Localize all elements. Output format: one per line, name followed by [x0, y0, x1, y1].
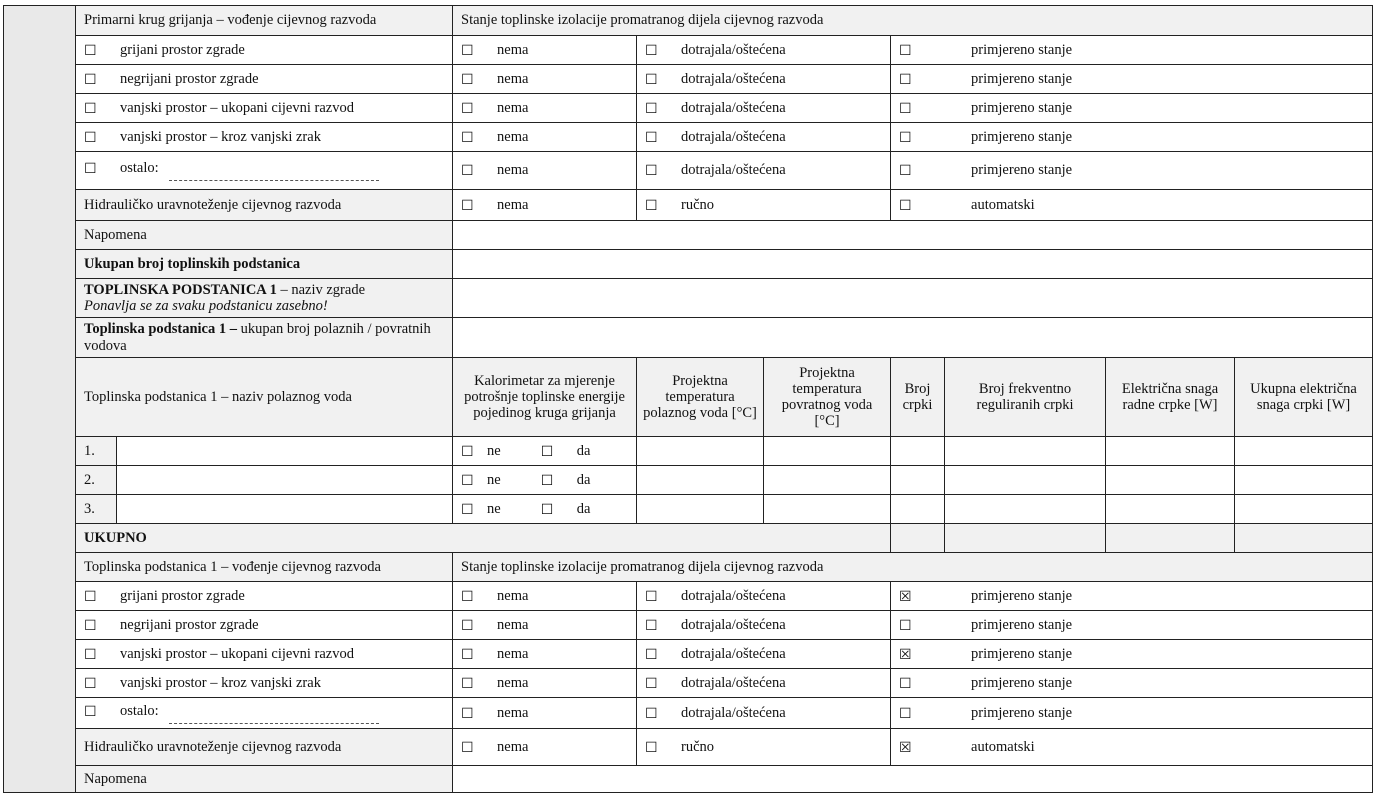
- option-label: nema: [497, 587, 529, 604]
- option-label: dotrajala/oštećena: [681, 41, 786, 58]
- location-label: vanjski prostor – ukopani cijevni razvod: [120, 99, 354, 116]
- checkbox[interactable]: ☐: [84, 42, 97, 59]
- freq-pumps-field[interactable]: [945, 466, 1106, 495]
- checkbox[interactable]: ☐: [645, 129, 658, 146]
- location-label: grijani prostor zgrade: [120, 587, 245, 604]
- checkbox[interactable]: ☐: [645, 71, 658, 88]
- section2-row: [4, 669, 1373, 698]
- checkbox[interactable]: ☐: [84, 161, 97, 177]
- checkbox[interactable]: ☐: [899, 129, 912, 146]
- freq-pumps-field[interactable]: [945, 495, 1106, 524]
- checkbox[interactable]: ☐: [899, 617, 912, 634]
- checkbox[interactable]: ☐: [645, 705, 658, 722]
- checkbox[interactable]: ☐: [84, 588, 97, 605]
- substation-title-rest: – naziv zgrade: [276, 281, 366, 298]
- option-label: primjereno stanje: [971, 704, 1073, 721]
- option-label: ručno: [681, 196, 715, 213]
- option-label: dotrajala/oštećena: [681, 587, 786, 604]
- col-header-pump-power: Električna snaga radne crpke [W]: [1106, 358, 1235, 437]
- row-number: 1.: [76, 437, 117, 466]
- option-label: nema: [497, 70, 529, 87]
- col-header-calorimeter: Kalorimetar za mjerenje potrošnje toplinske energije pojedinog kruga grijanja: [453, 358, 637, 437]
- checkbox[interactable]: ☐: [645, 588, 658, 605]
- other-input-line[interactable]: [169, 723, 379, 724]
- checkbox[interactable]: ☐: [645, 739, 658, 756]
- option-label: dotrajala/oštećena: [681, 99, 786, 116]
- option-label: primjereno stanje: [971, 70, 1073, 87]
- lines-count-title: Toplinska podstanica 1 –: [84, 321, 237, 338]
- option-label: nema: [497, 128, 529, 145]
- option-label: nema: [497, 704, 529, 721]
- checkbox[interactable]: ☐: [84, 100, 97, 117]
- supply-temp-field[interactable]: [637, 466, 764, 495]
- option-label: dotrajala/oštećena: [681, 128, 786, 145]
- line-name-field[interactable]: [117, 495, 453, 524]
- hydraulic-label: Hidrauličko uravnoteženje cijevnog razvoda: [76, 729, 453, 766]
- option-label: automatski: [971, 738, 1035, 755]
- checkbox[interactable]: ☐: [540, 443, 554, 460]
- option-label: primjereno stanje: [971, 645, 1073, 662]
- checkbox[interactable]: ☒: [899, 588, 912, 605]
- pumps-field[interactable]: [891, 466, 945, 495]
- checkbox[interactable]: ☐: [461, 675, 474, 692]
- section2-hydraulic-row: [4, 729, 1373, 766]
- pump-power-field[interactable]: [1106, 495, 1235, 524]
- total-power-field[interactable]: [1235, 495, 1373, 524]
- row-number: 3.: [76, 495, 117, 524]
- checkbox[interactable]: ☐: [645, 675, 658, 692]
- checkbox[interactable]: ☐: [84, 617, 97, 634]
- checkbox[interactable]: ☐: [84, 646, 97, 663]
- pump-power-field[interactable]: [1106, 466, 1235, 495]
- substation-title: TOPLINSKA PODSTANICA 1: [84, 281, 277, 298]
- checkbox[interactable]: ☐: [84, 71, 97, 88]
- option-label: primjereno stanje: [971, 616, 1073, 633]
- line-name-field[interactable]: [117, 466, 453, 495]
- option-label: nema: [497, 41, 529, 58]
- option-label: dotrajala/oštećena: [681, 645, 786, 662]
- checkbox[interactable]: ☐: [461, 739, 474, 756]
- return-temp-field[interactable]: [764, 466, 891, 495]
- checkbox[interactable]: ☐: [461, 705, 474, 722]
- checkbox[interactable]: ☐: [461, 472, 474, 489]
- checkbox[interactable]: ☐: [461, 443, 474, 460]
- location-label: grijani prostor zgrade: [120, 41, 245, 58]
- section1-row: [4, 65, 1373, 94]
- pumps-field[interactable]: [891, 437, 945, 466]
- substation-name-field[interactable]: [453, 279, 1373, 318]
- total-power-field[interactable]: [1235, 466, 1373, 495]
- section2-row: [4, 640, 1373, 669]
- option-label: nema: [497, 738, 529, 755]
- option-label: nema: [497, 674, 529, 691]
- option-label: primjereno stanje: [971, 587, 1073, 604]
- supply-temp-field[interactable]: [637, 437, 764, 466]
- total-pump-power-field[interactable]: [1106, 524, 1235, 553]
- checkbox[interactable]: ☐: [461, 617, 474, 634]
- col-header-pumps: Broj crpki: [891, 358, 945, 437]
- col-header-supply-temp: Projektna temperatura polaznog voda [°C]: [637, 358, 764, 437]
- checkbox[interactable]: ☐: [461, 588, 474, 605]
- col-header-freq-pumps: Broj frekventno reguliranih crpki: [945, 358, 1106, 437]
- pumps-field[interactable]: [891, 495, 945, 524]
- checkbox[interactable]: ☐: [461, 100, 474, 117]
- yes-label: da: [576, 442, 591, 459]
- option-label: dotrajala/oštećena: [681, 674, 786, 691]
- total-power-field[interactable]: [1235, 437, 1373, 466]
- checkbox[interactable]: ☐: [461, 71, 474, 88]
- checkbox[interactable]: ☒: [899, 739, 912, 756]
- section1-hydraulic-row: [4, 190, 1373, 221]
- hydraulic-label: Hidrauličko uravnoteženje cijevnog razvoda: [76, 190, 453, 221]
- option-label: nema: [497, 196, 529, 213]
- total-label: UKUPNO: [76, 524, 891, 553]
- checkbox[interactable]: ☐: [461, 163, 474, 180]
- checkbox[interactable]: ☒: [899, 646, 912, 663]
- lines-count-cell: [76, 318, 453, 358]
- checkbox[interactable]: ☐: [461, 646, 474, 663]
- checkbox[interactable]: ☐: [461, 129, 474, 146]
- energy-audit-form: [3, 5, 1372, 797]
- section1-row: [4, 36, 1373, 65]
- checkbox[interactable]: ☐: [645, 197, 658, 214]
- note-label: Napomena: [76, 221, 453, 250]
- checkbox[interactable]: ☐: [645, 42, 658, 59]
- location-label: vanjski prostor – kroz vanjski zrak: [120, 128, 321, 145]
- checkbox[interactable]: ☐: [461, 42, 474, 59]
- location-label: vanjski prostor – kroz vanjski zrak: [120, 674, 321, 691]
- checkbox[interactable]: ☐: [645, 617, 658, 634]
- option-label: primjereno stanje: [971, 99, 1073, 116]
- checkbox[interactable]: ☐: [899, 100, 912, 117]
- checkbox[interactable]: ☐: [899, 71, 912, 88]
- side-margin: [4, 6, 76, 793]
- checkbox[interactable]: ☐: [645, 646, 658, 663]
- checkbox[interactable]: ☐: [899, 197, 912, 214]
- section1-row: [4, 152, 1373, 190]
- checkbox[interactable]: ☐: [645, 163, 658, 180]
- table-row: [4, 466, 1373, 495]
- no-label: ne: [487, 471, 501, 488]
- option-label: ručno: [681, 738, 715, 755]
- pumps-table-header: [4, 358, 1373, 437]
- other-input-line[interactable]: [169, 180, 379, 181]
- note-label: Napomena: [76, 766, 453, 793]
- yes-label: da: [576, 500, 591, 517]
- section2-header-right: Stanje toplinske izolacije promatranog dijela cijevnog razvoda: [453, 553, 1373, 582]
- section2-row: [4, 611, 1373, 640]
- section2-row: [4, 582, 1373, 611]
- checkbox[interactable]: ☐: [540, 472, 554, 489]
- lines-count-rest: ukupan broj polaznih / povratnih vodova: [84, 321, 431, 354]
- option-label: dotrajala/oštećena: [681, 704, 786, 721]
- freq-pumps-field[interactable]: [945, 437, 1106, 466]
- note-field[interactable]: [453, 766, 1373, 793]
- option-label: automatski: [971, 196, 1035, 213]
- location-label: negrijani prostor zgrade: [120, 616, 259, 633]
- note-field[interactable]: [453, 221, 1373, 250]
- section2-row: [4, 698, 1373, 729]
- substations-count-label: Ukupan broj toplinskih podstanica: [76, 250, 453, 279]
- checkbox[interactable]: ☐: [899, 163, 912, 180]
- checkbox[interactable]: ☐: [899, 705, 912, 722]
- option-label: primjereno stanje: [971, 41, 1073, 58]
- lines-count-field[interactable]: [453, 318, 1373, 358]
- checkbox[interactable]: ☐: [645, 100, 658, 117]
- total-freq-pumps-field[interactable]: [945, 524, 1106, 553]
- option-label: nema: [497, 99, 529, 116]
- pump-power-field[interactable]: [1106, 437, 1235, 466]
- location-label: negrijani prostor zgrade: [120, 70, 259, 87]
- line-name-field[interactable]: [117, 437, 453, 466]
- location-label: ostalo:: [120, 702, 159, 719]
- col-header-name: Toplinska podstanica 1 – naziv polaznog voda: [76, 358, 453, 437]
- row-number: 2.: [76, 466, 117, 495]
- return-temp-field[interactable]: [764, 495, 891, 524]
- table-row: [4, 495, 1373, 524]
- option-label: primjereno stanje: [971, 674, 1073, 691]
- option-label: dotrajala/oštećena: [681, 162, 786, 179]
- col-header-return-temp: Projektna temperatura povratnog voda [°C]: [764, 358, 891, 437]
- option-label: dotrajala/oštećena: [681, 70, 786, 87]
- section1-row: [4, 123, 1373, 152]
- checkbox[interactable]: ☐: [461, 197, 474, 214]
- checkbox[interactable]: ☐: [899, 675, 912, 692]
- no-label: ne: [487, 500, 501, 517]
- substations-count-field[interactable]: [453, 250, 1373, 279]
- location-label: ostalo:: [120, 160, 159, 176]
- option-label: primjereno stanje: [971, 128, 1073, 145]
- option-label: primjereno stanje: [971, 162, 1073, 179]
- substation-subtitle: Ponavlja se za svaku podstanicu zasebno!: [84, 298, 328, 314]
- section1-header-right: Stanje toplinske izolacije promatranog dijela cijevnog razvoda: [453, 6, 1373, 36]
- total-power-sum-field[interactable]: [1235, 524, 1373, 553]
- section2-header-left: Toplinska podstanica 1 – vođenje cijevnog razvoda: [76, 553, 453, 582]
- section1-header-left: Primarni krug grijanja – vođenje cijevnog razvoda: [76, 6, 453, 36]
- checkbox[interactable]: ☐: [84, 703, 97, 720]
- checkbox[interactable]: ☐: [461, 501, 474, 518]
- option-label: nema: [497, 162, 529, 179]
- total-row: [4, 524, 1373, 553]
- supply-temp-field[interactable]: [637, 495, 764, 524]
- table-row: [4, 437, 1373, 466]
- option-label: nema: [497, 616, 529, 633]
- substation-title-cell: [76, 279, 453, 318]
- option-label: dotrajala/oštećena: [681, 616, 786, 633]
- checkbox[interactable]: ☐: [899, 42, 912, 59]
- section1-row: [4, 94, 1373, 123]
- location-label: vanjski prostor – ukopani cijevni razvod: [120, 645, 354, 662]
- checkbox[interactable]: ☐: [540, 501, 554, 518]
- col-header-total-power: Ukupna električna snaga crpki [W]: [1235, 358, 1373, 437]
- no-label: ne: [487, 442, 501, 459]
- total-pumps-field[interactable]: [891, 524, 945, 553]
- option-label: nema: [497, 645, 529, 662]
- return-temp-field[interactable]: [764, 437, 891, 466]
- yes-label: da: [576, 471, 591, 488]
- checkbox[interactable]: ☐: [84, 675, 97, 692]
- checkbox[interactable]: ☐: [84, 129, 97, 146]
